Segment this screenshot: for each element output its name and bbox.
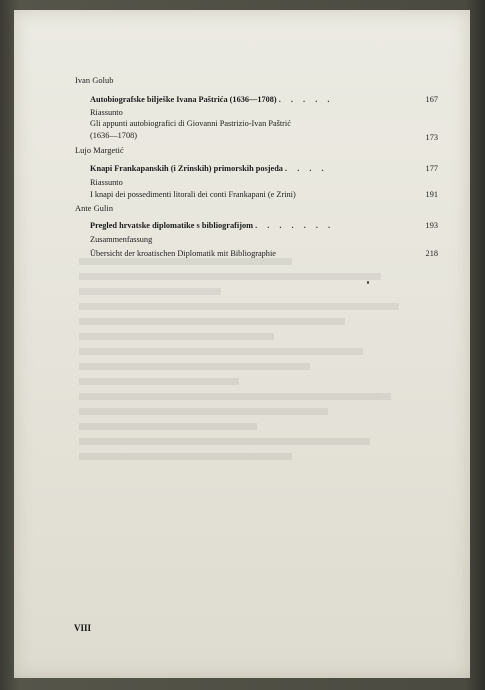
- article-title: Knapi Frankapanskih (i Zrinskih) primorskih posjeda . . . .: [90, 164, 328, 173]
- article-title: Pregled hrvatske diplomatike s bibliografijom . . . . . . .: [90, 221, 335, 230]
- summary-label: Riassunto: [90, 108, 123, 117]
- page-number: 177: [425, 164, 438, 173]
- book-page: [14, 10, 470, 678]
- summary-label: Riassunto: [90, 178, 123, 187]
- summary-title: I knapi dei possedimenti litorali dei conti Frankapani (e Zrini): [90, 190, 296, 199]
- page-folio: VIII: [74, 623, 92, 633]
- page-number: 218: [425, 249, 438, 258]
- bleed-through-text: [79, 250, 434, 640]
- page-number: 173: [425, 133, 438, 142]
- author-name: Ivan Golub: [75, 76, 114, 85]
- summary-title: Übersicht der kroatischen Diplomatik mit Bibliographie: [90, 249, 276, 258]
- summary-title-continued: (1636—1708): [90, 131, 138, 140]
- summary-label: Zusammenfassung: [90, 235, 153, 244]
- paper-speck: [367, 281, 369, 284]
- page-number: 191: [425, 190, 438, 199]
- article-title: Autobiografske bilješke Ivana Paštrića (1636—1708) . . . . .: [90, 95, 334, 104]
- page-number: 193: [425, 221, 438, 230]
- author-name: Ante Gulin: [75, 204, 114, 213]
- author-name: Lujo Margetić: [75, 146, 124, 155]
- page-number: 167: [425, 95, 438, 104]
- summary-title: Gli appunti autobiografici di Giovanni Pastrizio-Ivan Paštrić: [90, 119, 291, 128]
